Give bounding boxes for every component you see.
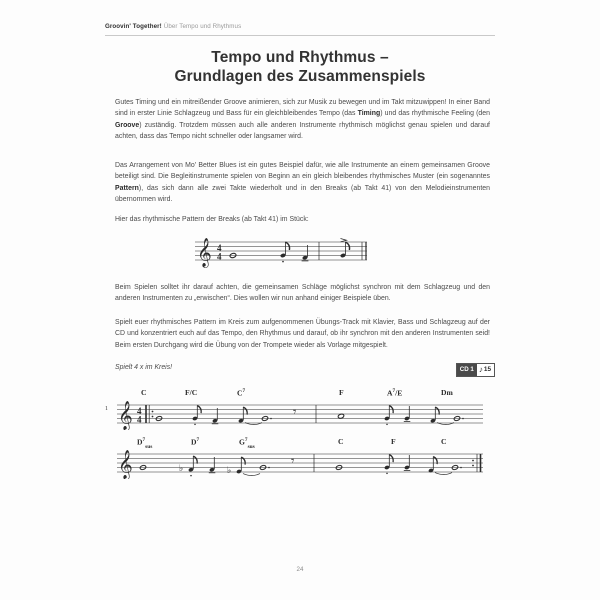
measure-number: 1 bbox=[105, 406, 108, 412]
running-header-book-title: Groovin' Together! bbox=[105, 23, 162, 30]
quarter-rest-icon: 𝄾 bbox=[293, 405, 297, 420]
chord-symbol: F bbox=[391, 437, 396, 446]
chord-symbol: $D^7_{sus}$ bbox=[137, 437, 153, 451]
notehead-eighth-accent bbox=[340, 239, 350, 259]
chord-symbol: C bbox=[441, 437, 447, 446]
chord-symbol: $D^7$ bbox=[191, 437, 200, 447]
treble-clef-icon: 𝄞 bbox=[118, 400, 133, 430]
notehead-eighth bbox=[384, 406, 393, 426]
page-title-line-1: Tempo und Rhythmus – bbox=[211, 49, 389, 66]
page-number: 24 bbox=[296, 566, 304, 573]
running-header-section: Über Tempo und Rhythmus bbox=[163, 23, 242, 30]
notehead-quarter bbox=[302, 245, 309, 261]
cd-track-number-group bbox=[477, 364, 494, 376]
chord-symbol: F/C bbox=[185, 388, 198, 397]
term-pattern: Pattern bbox=[115, 184, 139, 192]
chord-symbol: C bbox=[141, 388, 147, 397]
paragraph-exercise-instructions: Spielt euer rhythmisches Pattern im Kreis zum aufgenommenen Übungs-Track mit Klavier, Bass und Schlagzeug auf der CD und konzentriert euch auf das Tempo, den Rhythmus und darauf, ob ihr synchron mit den anderen Instrumenten seid! Beim ersten Durchgang wird die Übung von der Trompete wieder als Vorlage mitgespielt. bbox=[115, 319, 490, 349]
header-divider-rule bbox=[105, 35, 495, 36]
notation-staff-line-1 bbox=[115, 400, 487, 430]
chord-symbol: $G^7_{sus}$ bbox=[239, 437, 255, 451]
tie bbox=[435, 473, 452, 475]
chord-symbol: F bbox=[339, 388, 344, 397]
paragraph-intro-part-c: ) zuständig. Trotzdem müssen auch alle anderen Instrumente rhythmisch möglichst genau spielen und darauf achten, dass das Tempo nicht schneller oder langsamer wird. bbox=[115, 121, 490, 141]
notation-staff-line-2 bbox=[115, 449, 487, 479]
flat-accidental-icon: ♭ bbox=[179, 464, 184, 474]
chord-row-line-1 bbox=[115, 388, 487, 400]
notehead-eighth-flat bbox=[227, 457, 245, 476]
paragraph-intro bbox=[115, 97, 490, 143]
running-header bbox=[105, 22, 495, 32]
cd-disc-label: CD 1 bbox=[457, 364, 477, 376]
paragraph-arrangement-part-a: Das Arrangement von Mo' Better Blues ist ein gutes Beispiel dafür, wie alle Instrumente an einem gemeinsamen Groove beteiligt sind. Die Begleitinstrumente spielen von Beginn an ein gleich bleibendes rhythmisches Muster (ein sogenanntes bbox=[115, 162, 490, 181]
paragraph-intro-part-mid: ) und das rhythmische Feeling (den bbox=[380, 110, 490, 118]
notehead-eighth-staccato bbox=[280, 242, 290, 262]
page-title bbox=[105, 48, 495, 86]
notehead-eighth bbox=[428, 457, 437, 473]
exercise-caption: Spielt 4 x im Kreis! bbox=[115, 364, 173, 371]
tie bbox=[243, 474, 260, 476]
time-signature-numerator: 4 bbox=[217, 242, 222, 253]
notehead-quarter bbox=[209, 457, 216, 473]
music-system-exercise-line-2 bbox=[115, 437, 487, 479]
treble-clef-icon: 𝄞 bbox=[118, 449, 133, 479]
paragraph-arrangement-part-c: ), das sich dann alle zwei Takte wiederholt und in den Breaks (ab Takt 41) von den Melodieinstrumenten übernommen wird. bbox=[115, 184, 490, 204]
cd-track-badge bbox=[456, 363, 495, 377]
term-timing: Timing bbox=[357, 110, 381, 118]
quarter-rest-icon: 𝄾 bbox=[291, 454, 295, 469]
paragraph-intro-part-a: Gutes Timing und ein mitreißender Groove animieren, sich zur Musik zu bewegen und im Takt mitzuwippen! In einer Band sind in erster Linie Schlagzeug und Bass für ein gleichbleibendes Tempo (das bbox=[115, 99, 490, 118]
notehead-eighth bbox=[384, 455, 393, 475]
notehead-eighth-flat bbox=[179, 456, 197, 476]
music-system-exercise-line-1 bbox=[105, 388, 487, 430]
paragraph-playing-tips: Beim Spielen solltet ihr darauf achten, die gemeinsamen Schläge möglichst synchron mit dem Schlagzeug und den anderen Instrumenten zu „erwischen“. Dies wollen wir nun anhand einiger Beispiele üben. bbox=[115, 284, 490, 303]
page-title-line-2: Grundlagen des Zusammenspiels bbox=[174, 68, 426, 85]
chord-symbol: $C^7$ bbox=[237, 388, 246, 398]
eighth-note-icon: ♪ bbox=[478, 364, 483, 374]
cd-track-number: 15 bbox=[483, 365, 491, 373]
accent-mark-icon bbox=[341, 239, 347, 242]
paragraph-arrangement bbox=[115, 160, 490, 206]
paragraph-pattern-intro: Hier das rhythmische Pattern der Breaks (ab Takt 41) im Stück: bbox=[115, 216, 309, 223]
chord-symbol: Dm bbox=[441, 388, 453, 397]
term-groove: Groove bbox=[115, 121, 140, 129]
notehead-quarter bbox=[212, 408, 219, 424]
chord-symbol: $A^7/E$ bbox=[387, 388, 403, 398]
music-system-break-pattern bbox=[115, 236, 487, 270]
time-signature-denominator: 4 bbox=[137, 414, 142, 425]
treble-clef-icon: 𝄞 bbox=[197, 237, 212, 267]
flat-accidental-icon: ♭ bbox=[227, 466, 232, 476]
notation-staff-pattern bbox=[115, 236, 487, 270]
notehead-eighth bbox=[192, 406, 201, 426]
chord-symbol: C bbox=[338, 437, 344, 446]
chord-row-line-2 bbox=[115, 437, 487, 449]
time-signature-denominator: 4 bbox=[217, 251, 222, 262]
time-signature-numerator: 4 bbox=[137, 405, 142, 416]
